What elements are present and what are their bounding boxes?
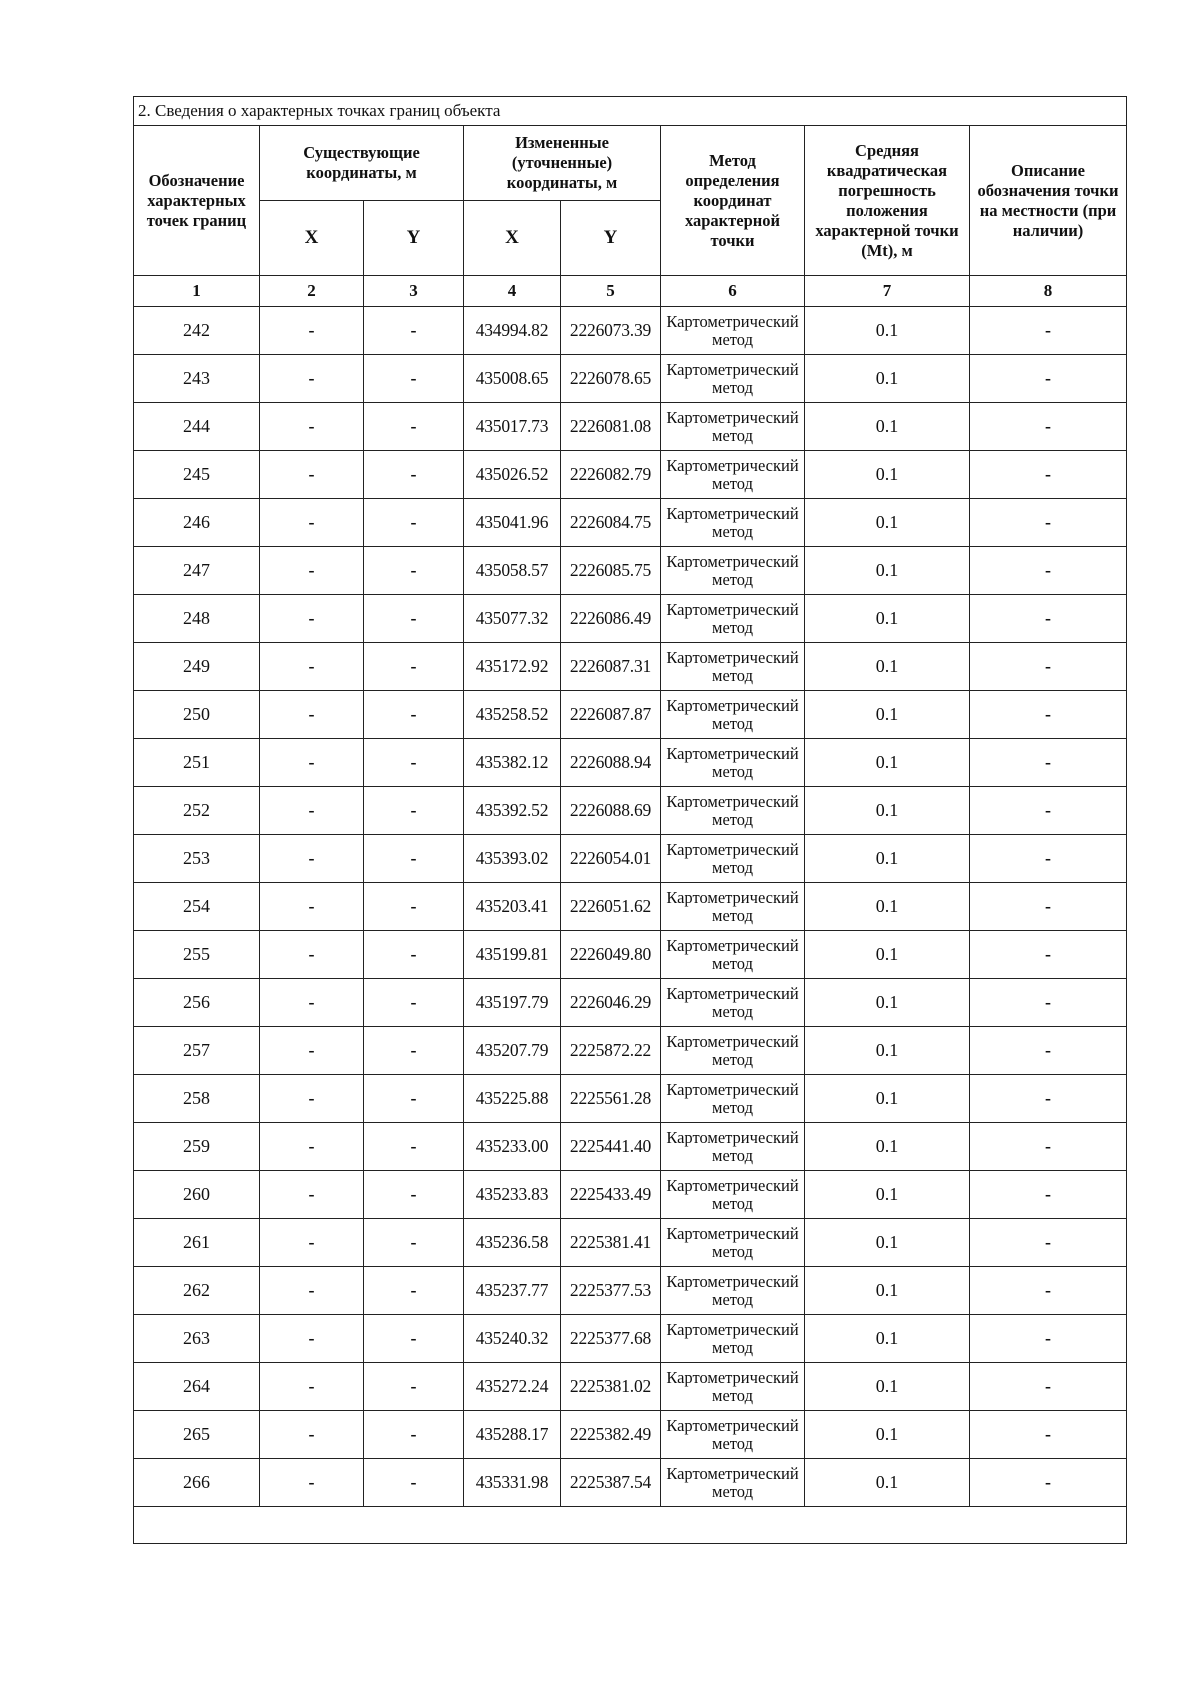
- changed-y-value: 2226051.62: [561, 883, 661, 931]
- changed-y-value: 2225377.53: [561, 1267, 661, 1315]
- changed-x-value: 434994.82: [464, 307, 561, 355]
- existing-y-value: -: [364, 1171, 464, 1219]
- method-value: Картометрический метод: [661, 595, 805, 643]
- description-value: -: [970, 979, 1127, 1027]
- changed-y-value: 2226046.29: [561, 979, 661, 1027]
- method-value: Картометрический метод: [661, 451, 805, 499]
- changed-y-value: 2225381.41: [561, 1219, 661, 1267]
- description-value: -: [970, 1363, 1127, 1411]
- existing-y-value: -: [364, 355, 464, 403]
- changed-x-value: 435288.17: [464, 1411, 561, 1459]
- existing-x-value: -: [260, 1411, 364, 1459]
- existing-y-value: -: [364, 595, 464, 643]
- point-number: 251: [134, 739, 260, 787]
- description-value: -: [970, 355, 1127, 403]
- column-number: 4: [464, 276, 561, 307]
- table-row: [134, 547, 1127, 595]
- changed-x-value: 435382.12: [464, 739, 561, 787]
- changed-y-value: 2225387.54: [561, 1459, 661, 1507]
- description-value: -: [970, 883, 1127, 931]
- point-number: 245: [134, 451, 260, 499]
- description-value: -: [970, 1411, 1127, 1459]
- method-value: Картометрический метод: [661, 355, 805, 403]
- description-value: -: [970, 1219, 1127, 1267]
- existing-x-value: -: [260, 1075, 364, 1123]
- table-row: [134, 499, 1127, 547]
- error-value: 0.1: [805, 739, 970, 787]
- point-number: 256: [134, 979, 260, 1027]
- table-row: [134, 979, 1127, 1027]
- existing-x-value: -: [260, 1027, 364, 1075]
- error-value: 0.1: [805, 931, 970, 979]
- table-row: [134, 643, 1127, 691]
- description-value: -: [970, 787, 1127, 835]
- error-value: 0.1: [805, 595, 970, 643]
- existing-y-value: -: [364, 787, 464, 835]
- error-value: 0.1: [805, 355, 970, 403]
- changed-y-value: 2226082.79: [561, 451, 661, 499]
- existing-x-value: -: [260, 1219, 364, 1267]
- point-number: 263: [134, 1315, 260, 1363]
- existing-x-value: -: [260, 691, 364, 739]
- changed-y-value: 2225441.40: [561, 1123, 661, 1171]
- method-value: Картометрический метод: [661, 643, 805, 691]
- changed-y-value: 2225382.49: [561, 1411, 661, 1459]
- method-value: Картометрический метод: [661, 739, 805, 787]
- changed-y-value: 2225872.22: [561, 1027, 661, 1075]
- description-value: -: [970, 1267, 1127, 1315]
- error-value: 0.1: [805, 1219, 970, 1267]
- table-footer-row: [134, 1507, 1127, 1544]
- header-error: Средняя квадратическая погрешность положения характерной точки (Mt), м: [805, 126, 970, 276]
- table-row: [134, 931, 1127, 979]
- changed-x-value: 435240.32: [464, 1315, 561, 1363]
- table-row: [134, 1027, 1127, 1075]
- point-number: 249: [134, 643, 260, 691]
- column-number: 3: [364, 276, 464, 307]
- method-value: Картометрический метод: [661, 1315, 805, 1363]
- method-value: Картометрический метод: [661, 1219, 805, 1267]
- table-row: [134, 1411, 1127, 1459]
- existing-x-value: -: [260, 1267, 364, 1315]
- header-changed-x: X: [464, 201, 561, 276]
- changed-y-value: 2225381.02: [561, 1363, 661, 1411]
- changed-y-value: 2226049.80: [561, 931, 661, 979]
- changed-y-value: 2226088.69: [561, 787, 661, 835]
- changed-x-value: 435393.02: [464, 835, 561, 883]
- existing-x-value: -: [260, 979, 364, 1027]
- point-number: 254: [134, 883, 260, 931]
- description-value: -: [970, 1459, 1127, 1507]
- point-number: 261: [134, 1219, 260, 1267]
- existing-y-value: -: [364, 499, 464, 547]
- existing-y-value: -: [364, 691, 464, 739]
- method-value: Картометрический метод: [661, 1171, 805, 1219]
- point-number: 255: [134, 931, 260, 979]
- changed-y-value: 2226085.75: [561, 547, 661, 595]
- changed-y-value: 2225433.49: [561, 1171, 661, 1219]
- existing-y-value: -: [364, 883, 464, 931]
- column-number: 1: [134, 276, 260, 307]
- method-value: Картометрический метод: [661, 835, 805, 883]
- point-number: 257: [134, 1027, 260, 1075]
- existing-y-value: -: [364, 739, 464, 787]
- existing-y-value: -: [364, 547, 464, 595]
- point-number: 264: [134, 1363, 260, 1411]
- description-value: -: [970, 403, 1127, 451]
- error-value: 0.1: [805, 1363, 970, 1411]
- table-row: [134, 1075, 1127, 1123]
- existing-x-value: -: [260, 595, 364, 643]
- changed-x-value: 435058.57: [464, 547, 561, 595]
- changed-x-value: 435258.52: [464, 691, 561, 739]
- changed-y-value: 2226054.01: [561, 835, 661, 883]
- existing-x-value: -: [260, 499, 364, 547]
- error-value: 0.1: [805, 691, 970, 739]
- existing-y-value: -: [364, 835, 464, 883]
- table-row: [134, 1315, 1127, 1363]
- method-value: Картометрический метод: [661, 691, 805, 739]
- changed-x-value: 435236.58: [464, 1219, 561, 1267]
- description-value: -: [970, 307, 1127, 355]
- existing-x-value: -: [260, 1315, 364, 1363]
- method-value: Картометрический метод: [661, 1459, 805, 1507]
- changed-x-value: 435017.73: [464, 403, 561, 451]
- table-row: [134, 1363, 1127, 1411]
- changed-x-value: 435392.52: [464, 787, 561, 835]
- existing-x-value: -: [260, 307, 364, 355]
- changed-x-value: 435331.98: [464, 1459, 561, 1507]
- description-value: -: [970, 691, 1127, 739]
- existing-y-value: -: [364, 1027, 464, 1075]
- description-value: -: [970, 451, 1127, 499]
- existing-y-value: -: [364, 1219, 464, 1267]
- changed-y-value: 2226078.65: [561, 355, 661, 403]
- table-row: [134, 835, 1127, 883]
- existing-y-value: -: [364, 931, 464, 979]
- description-value: -: [970, 547, 1127, 595]
- existing-x-value: -: [260, 1171, 364, 1219]
- method-value: Картометрический метод: [661, 1363, 805, 1411]
- description-value: -: [970, 739, 1127, 787]
- method-value: Картометрический метод: [661, 1411, 805, 1459]
- table-row: [134, 1171, 1127, 1219]
- existing-y-value: -: [364, 643, 464, 691]
- point-number: 242: [134, 307, 260, 355]
- changed-y-value: 2226087.87: [561, 691, 661, 739]
- error-value: 0.1: [805, 1315, 970, 1363]
- changed-x-value: 435197.79: [464, 979, 561, 1027]
- header-point-designation: Обозначение характерных точек границ: [134, 126, 260, 276]
- changed-x-value: 435172.92: [464, 643, 561, 691]
- changed-x-value: 435041.96: [464, 499, 561, 547]
- error-value: 0.1: [805, 1123, 970, 1171]
- description-value: -: [970, 1027, 1127, 1075]
- changed-y-value: 2226088.94: [561, 739, 661, 787]
- table-row: [134, 739, 1127, 787]
- header-changed-coords: Измененные (уточненные) координаты, м: [464, 126, 661, 201]
- table-row: [134, 595, 1127, 643]
- method-value: Картометрический метод: [661, 403, 805, 451]
- header-existing-x: X: [260, 201, 364, 276]
- changed-x-value: 435199.81: [464, 931, 561, 979]
- changed-x-value: 435026.52: [464, 451, 561, 499]
- error-value: 0.1: [805, 547, 970, 595]
- column-number: 2: [260, 276, 364, 307]
- header-changed-y: Y: [561, 201, 661, 276]
- table-row: [134, 403, 1127, 451]
- changed-x-value: 435008.65: [464, 355, 561, 403]
- error-value: 0.1: [805, 1027, 970, 1075]
- existing-y-value: -: [364, 403, 464, 451]
- method-value: Картометрический метод: [661, 1123, 805, 1171]
- point-number: 266: [134, 1459, 260, 1507]
- header-existing-coords: Существующие координаты, м: [260, 126, 464, 201]
- existing-x-value: -: [260, 883, 364, 931]
- existing-y-value: -: [364, 1411, 464, 1459]
- document-sheet: [133, 96, 1126, 1544]
- changed-y-value: 2226086.49: [561, 595, 661, 643]
- changed-y-value: 2226087.31: [561, 643, 661, 691]
- table-row: [134, 355, 1127, 403]
- existing-x-value: -: [260, 787, 364, 835]
- point-number: 243: [134, 355, 260, 403]
- table-row: [134, 1219, 1127, 1267]
- method-value: Картометрический метод: [661, 787, 805, 835]
- table-row: [134, 1267, 1127, 1315]
- existing-y-value: -: [364, 1075, 464, 1123]
- method-value: Картометрический метод: [661, 1027, 805, 1075]
- table-row: [134, 691, 1127, 739]
- error-value: 0.1: [805, 883, 970, 931]
- existing-y-value: -: [364, 979, 464, 1027]
- existing-x-value: -: [260, 451, 364, 499]
- method-value: Картометрический метод: [661, 883, 805, 931]
- existing-y-value: -: [364, 1123, 464, 1171]
- changed-x-value: 435272.24: [464, 1363, 561, 1411]
- table-title: 2. Сведения о характерных точках границ объекта: [134, 97, 1127, 126]
- point-number: 253: [134, 835, 260, 883]
- error-value: 0.1: [805, 1459, 970, 1507]
- error-value: 0.1: [805, 499, 970, 547]
- point-number: 265: [134, 1411, 260, 1459]
- description-value: -: [970, 1171, 1127, 1219]
- error-value: 0.1: [805, 787, 970, 835]
- existing-x-value: -: [260, 931, 364, 979]
- changed-x-value: 435203.41: [464, 883, 561, 931]
- table-row: [134, 307, 1127, 355]
- changed-x-value: 435233.00: [464, 1123, 561, 1171]
- existing-y-value: -: [364, 307, 464, 355]
- table-row: [134, 1459, 1127, 1507]
- point-number: 250: [134, 691, 260, 739]
- description-value: -: [970, 1315, 1127, 1363]
- table-row: [134, 1123, 1127, 1171]
- column-number: 7: [805, 276, 970, 307]
- point-number: 246: [134, 499, 260, 547]
- error-value: 0.1: [805, 1411, 970, 1459]
- point-number: 262: [134, 1267, 260, 1315]
- existing-y-value: -: [364, 1315, 464, 1363]
- changed-y-value: 2225377.68: [561, 1315, 661, 1363]
- description-value: -: [970, 1123, 1127, 1171]
- description-value: -: [970, 835, 1127, 883]
- point-number: 248: [134, 595, 260, 643]
- column-number: 6: [661, 276, 805, 307]
- error-value: 0.1: [805, 643, 970, 691]
- existing-y-value: -: [364, 451, 464, 499]
- existing-y-value: -: [364, 1267, 464, 1315]
- error-value: 0.1: [805, 1267, 970, 1315]
- existing-x-value: -: [260, 835, 364, 883]
- point-number: 258: [134, 1075, 260, 1123]
- table-body: [134, 307, 1127, 1507]
- changed-y-value: 2226084.75: [561, 499, 661, 547]
- point-number: 244: [134, 403, 260, 451]
- error-value: 0.1: [805, 979, 970, 1027]
- column-number-row: [134, 276, 1127, 307]
- error-value: 0.1: [805, 403, 970, 451]
- point-number: 247: [134, 547, 260, 595]
- existing-x-value: -: [260, 547, 364, 595]
- changed-x-value: 435237.77: [464, 1267, 561, 1315]
- point-number: 259: [134, 1123, 260, 1171]
- description-value: -: [970, 931, 1127, 979]
- table-footer-cell: [134, 1507, 1127, 1544]
- header-description: Описание обозначения точки на местности (при наличии): [970, 126, 1127, 276]
- description-value: -: [970, 595, 1127, 643]
- changed-y-value: 2226081.08: [561, 403, 661, 451]
- table-row: [134, 883, 1127, 931]
- description-value: -: [970, 1075, 1127, 1123]
- point-number: 260: [134, 1171, 260, 1219]
- method-value: Картометрический метод: [661, 499, 805, 547]
- error-value: 0.1: [805, 1075, 970, 1123]
- error-value: 0.1: [805, 307, 970, 355]
- header-method: Метод определения координат характерной точки: [661, 126, 805, 276]
- changed-x-value: 435225.88: [464, 1075, 561, 1123]
- column-number: 8: [970, 276, 1127, 307]
- method-value: Картометрический метод: [661, 931, 805, 979]
- method-value: Картометрический метод: [661, 1075, 805, 1123]
- error-value: 0.1: [805, 1171, 970, 1219]
- existing-x-value: -: [260, 403, 364, 451]
- existing-x-value: -: [260, 643, 364, 691]
- method-value: Картометрический метод: [661, 979, 805, 1027]
- existing-x-value: -: [260, 1459, 364, 1507]
- boundary-points-table: [133, 96, 1127, 1544]
- changed-y-value: 2225561.28: [561, 1075, 661, 1123]
- method-value: Картометрический метод: [661, 307, 805, 355]
- existing-y-value: -: [364, 1459, 464, 1507]
- table-row: [134, 787, 1127, 835]
- changed-y-value: 2226073.39: [561, 307, 661, 355]
- changed-x-value: 435207.79: [464, 1027, 561, 1075]
- existing-y-value: -: [364, 1363, 464, 1411]
- changed-x-value: 435233.83: [464, 1171, 561, 1219]
- table-row: [134, 451, 1127, 499]
- existing-x-value: -: [260, 739, 364, 787]
- changed-x-value: 435077.32: [464, 595, 561, 643]
- error-value: 0.1: [805, 451, 970, 499]
- existing-x-value: -: [260, 1363, 364, 1411]
- description-value: -: [970, 643, 1127, 691]
- column-number: 5: [561, 276, 661, 307]
- existing-x-value: -: [260, 355, 364, 403]
- method-value: Картометрический метод: [661, 1267, 805, 1315]
- method-value: Картометрический метод: [661, 547, 805, 595]
- error-value: 0.1: [805, 835, 970, 883]
- point-number: 252: [134, 787, 260, 835]
- existing-x-value: -: [260, 1123, 364, 1171]
- description-value: -: [970, 499, 1127, 547]
- header-existing-y: Y: [364, 201, 464, 276]
